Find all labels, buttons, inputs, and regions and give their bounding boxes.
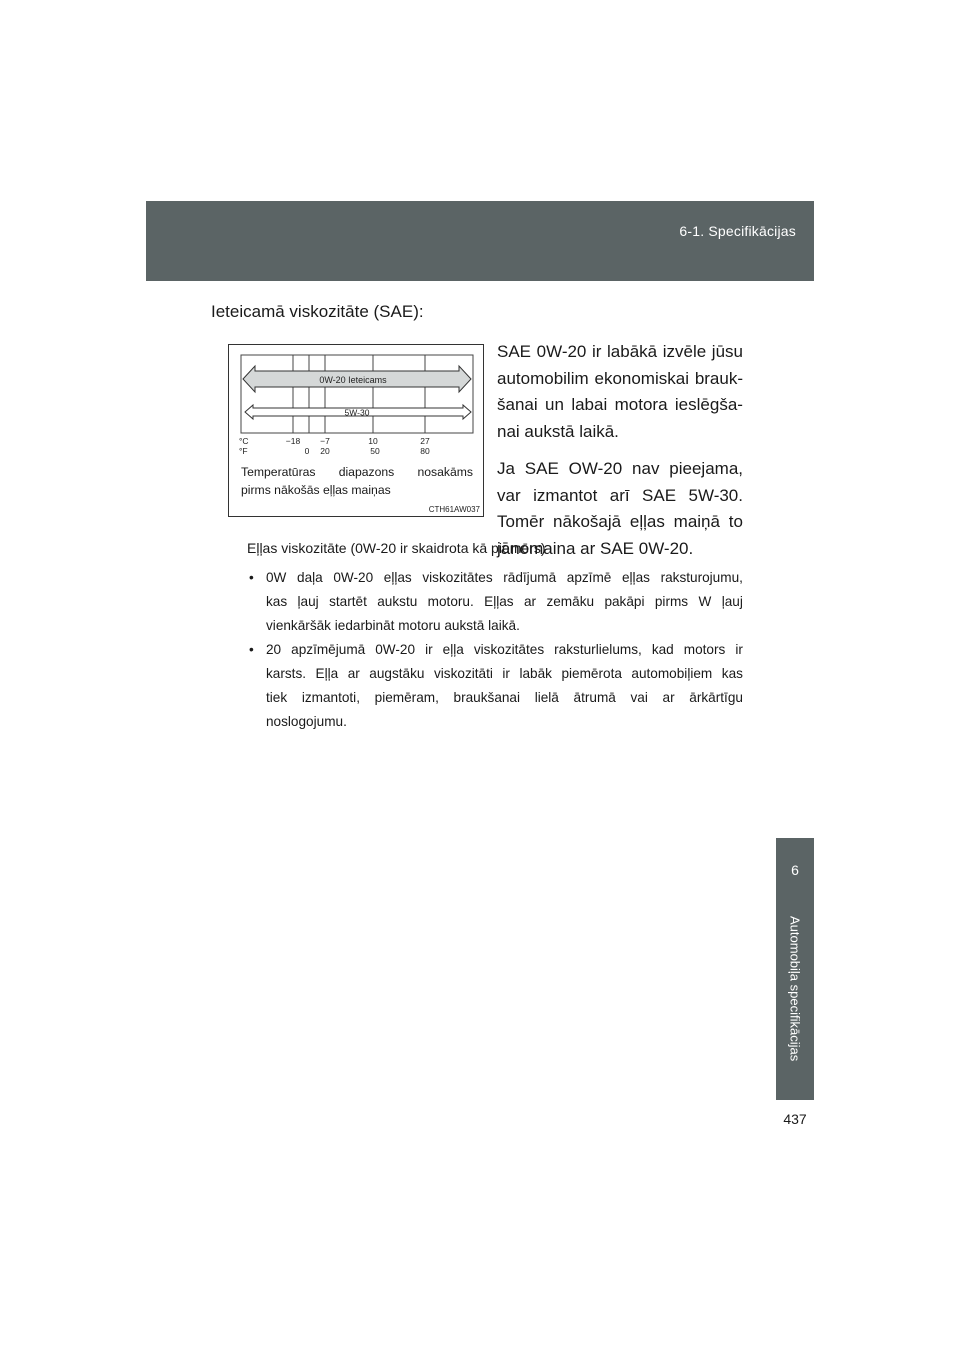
unit-celsius: °C	[239, 436, 249, 446]
text-line: 0W daļa 0W-20 eļļas viskozitātes rādījumā apzīmē eļļas raksturojumu,	[266, 570, 743, 585]
section-title: Ieteicamā viskozitāte (SAE):	[211, 302, 424, 321]
bar-0w20-label: 0W-20 Ieteicams	[319, 375, 387, 385]
text-line: kas ļauj startēt aukstu motoru. Eļļas ar zemāku pakāpi pirms W ļauj	[266, 594, 743, 609]
text-line: karsts. Eļļa ar augstāku viskozitāti ir labāk piemērota automobiļiem kas	[266, 666, 743, 681]
tick-f-2: 20	[320, 446, 330, 456]
text-line: Tomēr nākošajā eļļas maiņā to	[497, 512, 743, 531]
text-line: automobilim ekonomiskai brauk-	[497, 368, 743, 388]
text-line: jānomaina ar SAE 0W-20.	[497, 538, 694, 558]
text-line: noslogojumu.	[266, 714, 347, 729]
list-item	[247, 566, 743, 638]
caption-word: diapazons	[338, 465, 395, 479]
list-item	[247, 638, 743, 734]
bar-5w30-label: 5W-30	[344, 407, 370, 418]
text-line: Ja SAE OW-20 nav pieejama,	[497, 459, 743, 478]
tick-f-3: 50	[370, 446, 380, 456]
caption-line: pirms nākošās eļļas maiņas	[241, 483, 391, 497]
recommendation-text	[497, 339, 743, 573]
bullet-dot-icon: •	[249, 570, 254, 585]
tick-c-4: 27	[420, 436, 430, 446]
paragraph-recommended	[497, 339, 743, 445]
text-line: tiek izmantoti, piemēram, braukšanai lielā ātrumā vai ar ārkārtīgu	[266, 690, 743, 705]
text-line: var izmantot arī SAE 5W-30.	[497, 485, 743, 505]
tick-f-1: 0	[304, 446, 310, 456]
bullet-dot-icon: •	[249, 642, 254, 657]
caption-word: Temperatūras	[241, 465, 316, 479]
chart-grid	[293, 355, 425, 433]
section-breadcrumb: 6-1. Specifikācijas	[679, 223, 796, 239]
figure-code: CTH61AW037	[428, 505, 480, 514]
text-line: šanai un labai motora ieslēgša-	[497, 395, 743, 414]
text-line: SAE 0W-20 ir labākā izvēle jūsu	[497, 342, 743, 361]
page-number: 437	[783, 1111, 807, 1127]
text-line: vienkāršāk iedarbināt motoru aukstā laikā.	[266, 618, 520, 633]
tick-f-4: 80	[420, 446, 430, 456]
text-line: nai aukstā laikā.	[497, 421, 619, 441]
chart-frame	[241, 355, 473, 433]
header-bar	[146, 201, 814, 281]
unit-fahrenheit: °F	[239, 446, 248, 456]
text-line: 20 apzīmējumā 0W-20 ir eļļa viskozitātes raksturlielums, kad motors ir	[266, 642, 743, 657]
chapter-side-tab	[776, 838, 814, 1100]
tick-c-3: 10	[368, 436, 378, 446]
viscosity-figure	[228, 344, 484, 517]
tick-c-1: −18	[285, 436, 301, 446]
caption-word: nosakāms	[417, 465, 473, 479]
chapter-label: Automobiļa specifikācijas	[787, 916, 803, 1062]
note-heading: Eļļas viskozitāte (0W-20 ir skaidrota kā piemērs)	[247, 540, 546, 556]
tick-c-2: −7	[320, 436, 330, 446]
chapter-number: 6	[791, 862, 799, 878]
figure-caption	[241, 463, 473, 499]
note-bullet-list	[247, 566, 743, 734]
